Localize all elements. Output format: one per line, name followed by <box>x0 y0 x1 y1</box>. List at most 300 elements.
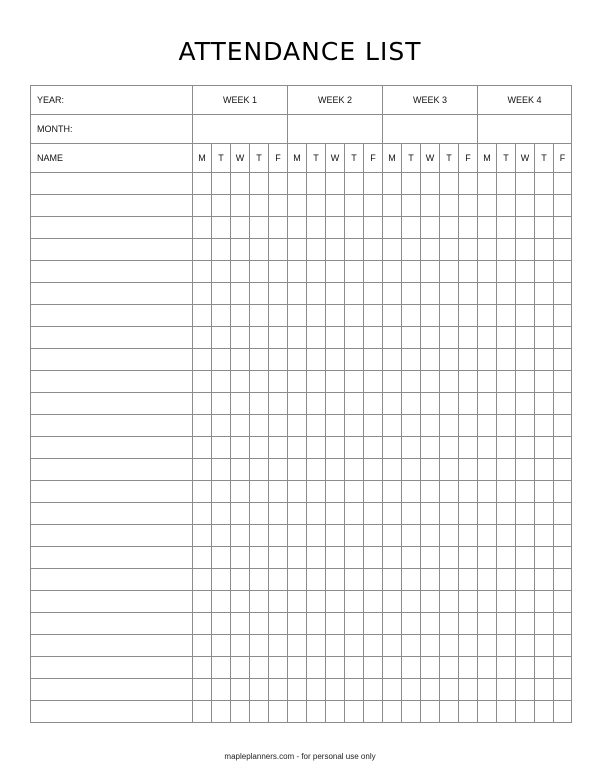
attendance-cell[interactable] <box>269 701 288 723</box>
attendance-cell[interactable] <box>288 459 307 481</box>
attendance-cell[interactable] <box>554 283 572 305</box>
attendance-cell[interactable] <box>421 173 440 195</box>
attendance-cell[interactable] <box>554 239 572 261</box>
attendance-cell[interactable] <box>269 327 288 349</box>
attendance-cell[interactable] <box>478 239 497 261</box>
name-cell[interactable] <box>31 481 193 503</box>
attendance-cell[interactable] <box>307 349 326 371</box>
name-cell[interactable] <box>31 371 193 393</box>
attendance-cell[interactable] <box>250 239 269 261</box>
attendance-cell[interactable] <box>250 613 269 635</box>
attendance-cell[interactable] <box>326 349 345 371</box>
attendance-cell[interactable] <box>459 239 478 261</box>
attendance-cell[interactable] <box>231 349 250 371</box>
attendance-cell[interactable] <box>364 415 383 437</box>
attendance-cell[interactable] <box>288 481 307 503</box>
attendance-cell[interactable] <box>269 195 288 217</box>
attendance-cell[interactable] <box>364 503 383 525</box>
attendance-cell[interactable] <box>307 415 326 437</box>
attendance-cell[interactable] <box>383 415 402 437</box>
attendance-cell[interactable] <box>231 239 250 261</box>
attendance-cell[interactable] <box>402 415 421 437</box>
attendance-cell[interactable] <box>326 437 345 459</box>
attendance-cell[interactable] <box>478 195 497 217</box>
attendance-cell[interactable] <box>326 305 345 327</box>
attendance-cell[interactable] <box>421 195 440 217</box>
attendance-cell[interactable] <box>402 371 421 393</box>
attendance-cell[interactable] <box>554 173 572 195</box>
attendance-cell[interactable] <box>326 635 345 657</box>
attendance-cell[interactable] <box>516 503 535 525</box>
attendance-cell[interactable] <box>269 525 288 547</box>
attendance-cell[interactable] <box>231 393 250 415</box>
attendance-cell[interactable] <box>554 591 572 613</box>
attendance-cell[interactable] <box>440 679 459 701</box>
attendance-cell[interactable] <box>383 525 402 547</box>
attendance-cell[interactable] <box>250 635 269 657</box>
attendance-cell[interactable] <box>535 371 554 393</box>
attendance-cell[interactable] <box>440 261 459 283</box>
attendance-cell[interactable] <box>535 195 554 217</box>
attendance-cell[interactable] <box>497 591 516 613</box>
attendance-cell[interactable] <box>478 349 497 371</box>
attendance-cell[interactable] <box>383 261 402 283</box>
attendance-cell[interactable] <box>269 459 288 481</box>
name-cell[interactable] <box>31 415 193 437</box>
attendance-cell[interactable] <box>478 635 497 657</box>
attendance-cell[interactable] <box>326 613 345 635</box>
attendance-cell[interactable] <box>193 635 212 657</box>
attendance-cell[interactable] <box>402 349 421 371</box>
attendance-cell[interactable] <box>345 393 364 415</box>
attendance-cell[interactable] <box>269 393 288 415</box>
attendance-cell[interactable] <box>250 459 269 481</box>
attendance-cell[interactable] <box>250 547 269 569</box>
attendance-cell[interactable] <box>345 481 364 503</box>
attendance-cell[interactable] <box>364 525 383 547</box>
attendance-cell[interactable] <box>478 415 497 437</box>
attendance-cell[interactable] <box>231 173 250 195</box>
attendance-cell[interactable] <box>554 305 572 327</box>
name-cell[interactable] <box>31 283 193 305</box>
attendance-cell[interactable] <box>554 415 572 437</box>
attendance-cell[interactable] <box>231 547 250 569</box>
attendance-cell[interactable] <box>231 415 250 437</box>
attendance-cell[interactable] <box>497 503 516 525</box>
attendance-cell[interactable] <box>554 437 572 459</box>
attendance-cell[interactable] <box>402 503 421 525</box>
attendance-cell[interactable] <box>288 195 307 217</box>
attendance-cell[interactable] <box>535 173 554 195</box>
attendance-cell[interactable] <box>535 613 554 635</box>
attendance-cell[interactable] <box>231 283 250 305</box>
attendance-cell[interactable] <box>478 525 497 547</box>
attendance-cell[interactable] <box>497 349 516 371</box>
attendance-cell[interactable] <box>421 239 440 261</box>
attendance-cell[interactable] <box>459 415 478 437</box>
attendance-cell[interactable] <box>326 239 345 261</box>
attendance-cell[interactable] <box>326 481 345 503</box>
attendance-cell[interactable] <box>535 481 554 503</box>
attendance-cell[interactable] <box>250 591 269 613</box>
attendance-cell[interactable] <box>459 547 478 569</box>
attendance-cell[interactable] <box>288 305 307 327</box>
attendance-cell[interactable] <box>440 657 459 679</box>
attendance-cell[interactable] <box>497 393 516 415</box>
attendance-cell[interactable] <box>250 525 269 547</box>
attendance-cell[interactable] <box>535 657 554 679</box>
attendance-cell[interactable] <box>193 657 212 679</box>
attendance-cell[interactable] <box>307 239 326 261</box>
attendance-cell[interactable] <box>402 701 421 723</box>
attendance-cell[interactable] <box>364 569 383 591</box>
attendance-cell[interactable] <box>345 371 364 393</box>
attendance-cell[interactable] <box>459 217 478 239</box>
attendance-cell[interactable] <box>193 481 212 503</box>
attendance-cell[interactable] <box>535 701 554 723</box>
attendance-cell[interactable] <box>535 327 554 349</box>
attendance-cell[interactable] <box>212 393 231 415</box>
attendance-cell[interactable] <box>440 217 459 239</box>
attendance-cell[interactable] <box>402 657 421 679</box>
attendance-cell[interactable] <box>497 437 516 459</box>
attendance-cell[interactable] <box>269 437 288 459</box>
attendance-cell[interactable] <box>364 371 383 393</box>
attendance-cell[interactable] <box>459 327 478 349</box>
attendance-cell[interactable] <box>364 613 383 635</box>
attendance-cell[interactable] <box>478 679 497 701</box>
attendance-cell[interactable] <box>250 283 269 305</box>
attendance-cell[interactable] <box>440 481 459 503</box>
attendance-cell[interactable] <box>421 371 440 393</box>
name-cell[interactable] <box>31 327 193 349</box>
attendance-cell[interactable] <box>516 261 535 283</box>
attendance-cell[interactable] <box>459 261 478 283</box>
attendance-cell[interactable] <box>288 393 307 415</box>
attendance-cell[interactable] <box>554 327 572 349</box>
attendance-cell[interactable] <box>212 371 231 393</box>
attendance-cell[interactable] <box>535 305 554 327</box>
attendance-cell[interactable] <box>459 437 478 459</box>
attendance-cell[interactable] <box>383 327 402 349</box>
attendance-cell[interactable] <box>459 459 478 481</box>
attendance-cell[interactable] <box>554 569 572 591</box>
attendance-cell[interactable] <box>345 327 364 349</box>
attendance-cell[interactable] <box>307 701 326 723</box>
attendance-cell[interactable] <box>554 635 572 657</box>
attendance-cell[interactable] <box>459 305 478 327</box>
name-cell[interactable] <box>31 503 193 525</box>
attendance-cell[interactable] <box>326 195 345 217</box>
attendance-cell[interactable] <box>383 547 402 569</box>
attendance-cell[interactable] <box>231 327 250 349</box>
attendance-cell[interactable] <box>364 547 383 569</box>
attendance-cell[interactable] <box>516 569 535 591</box>
attendance-cell[interactable] <box>516 327 535 349</box>
attendance-cell[interactable] <box>345 569 364 591</box>
attendance-cell[interactable] <box>193 591 212 613</box>
attendance-cell[interactable] <box>345 261 364 283</box>
attendance-cell[interactable] <box>383 459 402 481</box>
attendance-cell[interactable] <box>250 261 269 283</box>
attendance-cell[interactable] <box>497 613 516 635</box>
attendance-cell[interactable] <box>193 327 212 349</box>
attendance-cell[interactable] <box>402 569 421 591</box>
attendance-cell[interactable] <box>193 261 212 283</box>
attendance-cell[interactable] <box>497 173 516 195</box>
name-cell[interactable] <box>31 349 193 371</box>
attendance-cell[interactable] <box>402 305 421 327</box>
attendance-cell[interactable] <box>193 305 212 327</box>
attendance-cell[interactable] <box>212 415 231 437</box>
attendance-cell[interactable] <box>345 701 364 723</box>
attendance-cell[interactable] <box>307 195 326 217</box>
attendance-cell[interactable] <box>497 195 516 217</box>
attendance-cell[interactable] <box>269 239 288 261</box>
attendance-cell[interactable] <box>250 701 269 723</box>
attendance-cell[interactable] <box>269 635 288 657</box>
attendance-cell[interactable] <box>231 569 250 591</box>
name-cell[interactable] <box>31 525 193 547</box>
attendance-cell[interactable] <box>345 613 364 635</box>
attendance-cell[interactable] <box>345 239 364 261</box>
attendance-cell[interactable] <box>288 261 307 283</box>
attendance-cell[interactable] <box>478 569 497 591</box>
attendance-cell[interactable] <box>326 701 345 723</box>
attendance-cell[interactable] <box>516 547 535 569</box>
attendance-cell[interactable] <box>497 459 516 481</box>
attendance-cell[interactable] <box>554 459 572 481</box>
attendance-cell[interactable] <box>554 481 572 503</box>
attendance-cell[interactable] <box>383 437 402 459</box>
attendance-cell[interactable] <box>440 327 459 349</box>
attendance-cell[interactable] <box>478 393 497 415</box>
attendance-cell[interactable] <box>383 371 402 393</box>
attendance-cell[interactable] <box>269 481 288 503</box>
attendance-cell[interactable] <box>212 503 231 525</box>
attendance-cell[interactable] <box>288 503 307 525</box>
attendance-cell[interactable] <box>288 701 307 723</box>
attendance-cell[interactable] <box>288 239 307 261</box>
attendance-cell[interactable] <box>326 371 345 393</box>
attendance-cell[interactable] <box>250 679 269 701</box>
attendance-cell[interactable] <box>383 679 402 701</box>
attendance-cell[interactable] <box>345 657 364 679</box>
attendance-cell[interactable] <box>307 635 326 657</box>
attendance-cell[interactable] <box>516 305 535 327</box>
attendance-cell[interactable] <box>212 635 231 657</box>
attendance-cell[interactable] <box>307 327 326 349</box>
attendance-cell[interactable] <box>193 415 212 437</box>
attendance-cell[interactable] <box>535 261 554 283</box>
attendance-cell[interactable] <box>288 327 307 349</box>
attendance-cell[interactable] <box>497 635 516 657</box>
attendance-cell[interactable] <box>288 371 307 393</box>
attendance-cell[interactable] <box>478 657 497 679</box>
attendance-cell[interactable] <box>516 415 535 437</box>
attendance-cell[interactable] <box>440 569 459 591</box>
attendance-cell[interactable] <box>269 305 288 327</box>
attendance-cell[interactable] <box>459 195 478 217</box>
attendance-cell[interactable] <box>516 239 535 261</box>
name-cell[interactable] <box>31 217 193 239</box>
attendance-cell[interactable] <box>364 591 383 613</box>
attendance-cell[interactable] <box>307 459 326 481</box>
attendance-cell[interactable] <box>288 415 307 437</box>
name-cell[interactable] <box>31 261 193 283</box>
attendance-cell[interactable] <box>345 195 364 217</box>
attendance-cell[interactable] <box>212 657 231 679</box>
attendance-cell[interactable] <box>364 635 383 657</box>
attendance-cell[interactable] <box>554 701 572 723</box>
attendance-cell[interactable] <box>269 679 288 701</box>
attendance-cell[interactable] <box>269 547 288 569</box>
attendance-cell[interactable] <box>535 393 554 415</box>
attendance-cell[interactable] <box>402 239 421 261</box>
attendance-cell[interactable] <box>307 657 326 679</box>
attendance-cell[interactable] <box>269 217 288 239</box>
attendance-cell[interactable] <box>478 591 497 613</box>
attendance-cell[interactable] <box>250 217 269 239</box>
name-cell[interactable] <box>31 679 193 701</box>
attendance-cell[interactable] <box>535 547 554 569</box>
attendance-cell[interactable] <box>383 481 402 503</box>
attendance-cell[interactable] <box>250 481 269 503</box>
attendance-cell[interactable] <box>193 173 212 195</box>
attendance-cell[interactable] <box>307 437 326 459</box>
attendance-cell[interactable] <box>516 393 535 415</box>
attendance-cell[interactable] <box>212 591 231 613</box>
week-3-month-cell[interactable] <box>383 115 478 144</box>
attendance-cell[interactable] <box>212 195 231 217</box>
attendance-cell[interactable] <box>345 437 364 459</box>
attendance-cell[interactable] <box>364 349 383 371</box>
attendance-cell[interactable] <box>459 525 478 547</box>
attendance-cell[interactable] <box>250 173 269 195</box>
attendance-cell[interactable] <box>554 679 572 701</box>
attendance-cell[interactable] <box>440 393 459 415</box>
attendance-cell[interactable] <box>345 349 364 371</box>
attendance-cell[interactable] <box>535 283 554 305</box>
attendance-cell[interactable] <box>193 613 212 635</box>
attendance-cell[interactable] <box>440 437 459 459</box>
attendance-cell[interactable] <box>364 437 383 459</box>
attendance-cell[interactable] <box>478 217 497 239</box>
attendance-cell[interactable] <box>193 525 212 547</box>
attendance-cell[interactable] <box>193 701 212 723</box>
attendance-cell[interactable] <box>288 525 307 547</box>
week-1-month-cell[interactable] <box>193 115 288 144</box>
attendance-cell[interactable] <box>440 415 459 437</box>
attendance-cell[interactable] <box>326 283 345 305</box>
attendance-cell[interactable] <box>212 525 231 547</box>
attendance-cell[interactable] <box>307 547 326 569</box>
attendance-cell[interactable] <box>497 701 516 723</box>
attendance-cell[interactable] <box>326 503 345 525</box>
attendance-cell[interactable] <box>402 679 421 701</box>
attendance-cell[interactable] <box>326 459 345 481</box>
attendance-cell[interactable] <box>326 525 345 547</box>
attendance-cell[interactable] <box>421 635 440 657</box>
attendance-cell[interactable] <box>212 239 231 261</box>
attendance-cell[interactable] <box>288 437 307 459</box>
name-cell[interactable] <box>31 305 193 327</box>
attendance-cell[interactable] <box>212 217 231 239</box>
attendance-cell[interactable] <box>383 239 402 261</box>
attendance-cell[interactable] <box>345 635 364 657</box>
attendance-cell[interactable] <box>212 481 231 503</box>
name-cell[interactable] <box>31 393 193 415</box>
attendance-cell[interactable] <box>383 195 402 217</box>
attendance-cell[interactable] <box>383 613 402 635</box>
attendance-cell[interactable] <box>402 283 421 305</box>
attendance-cell[interactable] <box>364 305 383 327</box>
attendance-cell[interactable] <box>288 613 307 635</box>
attendance-cell[interactable] <box>516 459 535 481</box>
attendance-cell[interactable] <box>440 239 459 261</box>
attendance-cell[interactable] <box>193 547 212 569</box>
attendance-cell[interactable] <box>478 459 497 481</box>
attendance-cell[interactable] <box>554 349 572 371</box>
attendance-cell[interactable] <box>535 459 554 481</box>
attendance-cell[interactable] <box>288 349 307 371</box>
attendance-cell[interactable] <box>307 393 326 415</box>
attendance-cell[interactable] <box>307 371 326 393</box>
attendance-cell[interactable] <box>402 525 421 547</box>
attendance-cell[interactable] <box>212 547 231 569</box>
attendance-cell[interactable] <box>516 349 535 371</box>
attendance-cell[interactable] <box>307 481 326 503</box>
attendance-cell[interactable] <box>421 679 440 701</box>
attendance-cell[interactable] <box>421 503 440 525</box>
attendance-cell[interactable] <box>478 547 497 569</box>
attendance-cell[interactable] <box>193 503 212 525</box>
attendance-cell[interactable] <box>231 195 250 217</box>
attendance-cell[interactable] <box>231 613 250 635</box>
attendance-cell[interactable] <box>212 569 231 591</box>
attendance-cell[interactable] <box>364 217 383 239</box>
attendance-cell[interactable] <box>288 569 307 591</box>
attendance-cell[interactable] <box>269 569 288 591</box>
attendance-cell[interactable] <box>231 371 250 393</box>
attendance-cell[interactable] <box>440 503 459 525</box>
attendance-cell[interactable] <box>288 217 307 239</box>
attendance-cell[interactable] <box>421 657 440 679</box>
attendance-cell[interactable] <box>250 437 269 459</box>
attendance-cell[interactable] <box>459 481 478 503</box>
attendance-cell[interactable] <box>288 283 307 305</box>
attendance-cell[interactable] <box>440 701 459 723</box>
attendance-cell[interactable] <box>554 547 572 569</box>
attendance-cell[interactable] <box>364 393 383 415</box>
attendance-cell[interactable] <box>554 657 572 679</box>
attendance-cell[interactable] <box>459 393 478 415</box>
attendance-cell[interactable] <box>516 217 535 239</box>
attendance-cell[interactable] <box>421 569 440 591</box>
attendance-cell[interactable] <box>383 503 402 525</box>
attendance-cell[interactable] <box>440 613 459 635</box>
attendance-cell[interactable] <box>212 173 231 195</box>
attendance-cell[interactable] <box>212 261 231 283</box>
attendance-cell[interactable] <box>497 305 516 327</box>
attendance-cell[interactable] <box>231 591 250 613</box>
attendance-cell[interactable] <box>269 283 288 305</box>
attendance-cell[interactable] <box>516 195 535 217</box>
attendance-cell[interactable] <box>516 591 535 613</box>
attendance-cell[interactable] <box>421 305 440 327</box>
attendance-cell[interactable] <box>535 569 554 591</box>
attendance-cell[interactable] <box>345 679 364 701</box>
